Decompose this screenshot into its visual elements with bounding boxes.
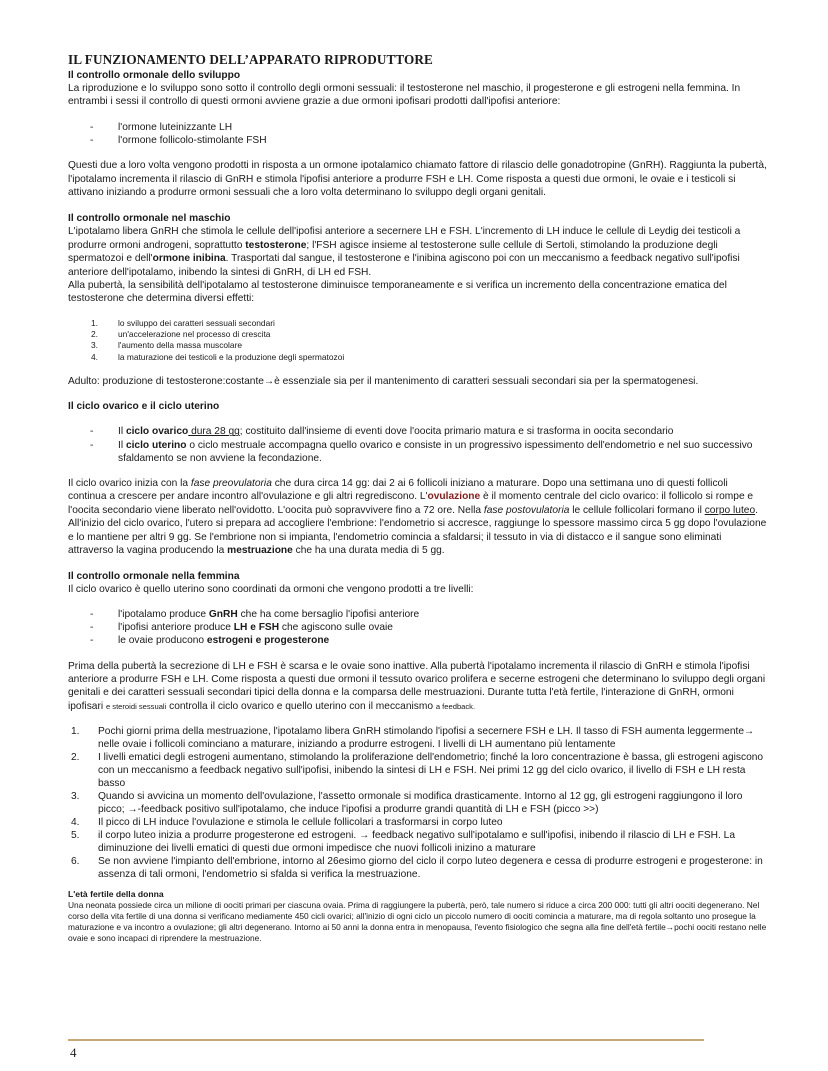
paragraph: La riproduzione e lo sviluppo sono sotto il controllo degli ormoni sessuali: il testosterone nel maschio, il progesterone e gli estrogeni nella femmina. In entrambi i sessi il controllo di questi ormoni avviene grazie a due ormoni ipofisari prodotti dall'ipofisi anteriore: [68, 83, 741, 108]
note-text: Una neonata possiede circa un milione di oociti primari per ciascuna ovaia. Prima di raggiungere la pubertà, però, tale numero si riduce a circa 200 000: tutti gli altri oociti degenerano. Nel corso della vita fertile di una donna si verificano mediamente 450 cicli ovarici; all'inizio di ogni ciclo un piccolo numero di oociti comincia a maturare, ma di regola soltanto uno prosegue la maturazione e va incontro a ovulazione; gli altri degenerano. Intorno ai 50 anni la donna entra in menopausa, l'evento fisiologico che segna alla fine dell'età fertile→pochi oociti restano nelle ovaie e sono incapaci di riprendere la mestruazione. [68, 900, 767, 943]
paragraph: Il ciclo ovarico inizia con la fase preovulatoria che dura circa 14 gg: dai 2 ai 6 follicoli iniziano a maturare. Dopo una settimana uno di questi follicoli continua a crescere per andare incontro all'ovulazione e gli altri regrediscono. L'ovulazione è il momento centrale del ciclo ovarico: il follicolo si rompe e l'oocita secondario viene liberato nell'ovidotto. L'oocita può sopravvivere fino a 72 ore. Nella fase postovulatoria le cellule follicolari formano il corpo luteo. All'inizio del ciclo ovarico, l'utero si prepara ad accogliere l'embrione: l'endometrio si accresce, raggiunge lo spessore massimo circa 5 gg dopo l'ovulazione e lo mantiene per altri 9 gg. Se l'embrione non si impianta, l'endometrio comincia a sfaldarsi; il tessuto in via di distacco e il sangue sono eliminati attraverso la vagina producendo la mestruazione che ha una durata media di 5 gg. [68, 478, 767, 557]
list-item: - l'ipofisi anteriore produce LH e FSH che agiscono sulle ovaie [90, 622, 393, 634]
footer-rule [68, 1039, 704, 1041]
paragraph: Adulto: produzione di testosterone:costante→è essenziale sia per il mantenimento di caratteri sessuali secondari sia per la spermatogenesi. [68, 376, 699, 388]
cycles-list [68, 425, 768, 465]
list-item: - l'ormone luteinizzante LH [90, 121, 233, 133]
effects-list [68, 318, 768, 363]
paragraph: L'ipotalamo libera GnRH che stimola le cellule dell'ipofisi anteriore a secernere LH e FSH. L'incremento di LH induce le cellule di Leydig dei testicoli a produrre ormoni androgeni, soprattutto testosterone; l'FSH agisce insieme al testosterone sulle cellule di Sertoli, stimolando la produzione degli spermatozoi e dell'ormone inibina. Trasportati dal sangue, il testosterone e l'inibina agiscono poi con un meccanismo a feedback negativo sull'ipofisi anteriore dell'ipotalamo, inibendo la sintesi di GnRH, di LH ed FSH. [68, 226, 741, 278]
list-item: 2. un'accelerazione nel processo di crescita [91, 329, 271, 340]
list-item: 4. la maturazione dei testicoli e la produzione degli spermatozoi [91, 351, 345, 362]
paragraph: Questi due a loro volta vengono prodotti in risposta a un ormone ipotalamico chiamato fattore di rilascio delle gonadotropine (GnRH). Raggiunta la pubertà, l'ipotalamo incrementa il rilascio di GnRH e stimola l'ipofisi anteriore a produrre FSH e LH. Come risposta a questi due ormoni, le ovaie e i testicoli si attivano iniziando a produrre ormoni sessuali che a loro volta determinano lo sviluppo degli organi genitali. [68, 160, 767, 199]
paragraph: Il ciclo ovarico è quello uterino sono coordinati da ormoni che vengono prodotti a tre livelli: [68, 583, 474, 595]
list-item: 2. I livelli ematici degli estrogeni aumentano, stimolando la proliferazione dell'endometrio; finché la loro concentrazione è bassa, gli estrogeni agiscono con un meccanismo a feedback negativo sull'ipofisi, inibendo la sintesi di LH e FSH. Nei primi 12 gg del ciclo ovarico, il livello di FSH e LH resta basso [71, 752, 764, 790]
list-item: - Il ciclo uterino o ciclo mestruale accompagna quello ovarico e consiste in un progressivo ispessimento dell'endometrio e nel suo successivo sfaldamento se non avviene la fecondazione. [90, 439, 753, 464]
feedback-steps-list [68, 725, 768, 881]
list-item: 4. Il picco di LH induce l'ovulazione e stimola le cellule follicolari a trasformarsi in corpo luteo [71, 817, 503, 829]
list-item: - l'ormone follicolo-stimolante FSH [90, 135, 267, 147]
levels-list [68, 608, 768, 648]
list-item: - Il ciclo ovarico dura 28 gg; costituito dall'insieme di eventi dove l'oocita primario matura e si trasforma in oocita secondario [90, 426, 674, 438]
list-item: 1. lo sviluppo dei caratteri sessuali secondari [91, 317, 275, 328]
section-heading-female: Il controllo ormonale nella femmina [68, 570, 240, 582]
hormone-list [68, 121, 768, 147]
page-number: 4 [70, 1045, 77, 1060]
section-heading-cycles: Il ciclo ovarico e il ciclo uterino [68, 401, 220, 413]
list-item: - le ovaie producono estrogeni e progesterone [90, 635, 330, 647]
list-item: 5. il corpo luteo inizia a produrre progesterone ed estrogeni. → feedback negativo sull'ipotalamo e sull'ipofisi, inibendo il rilascio di LH e FSH. La diminuzione dei livelli ematici di questi due ormoni impedisce che nuovi follicoli inizino a maturare [71, 830, 735, 855]
note-heading: L'età fertile della donna [68, 889, 164, 900]
list-item: 3. Quando si avvicina un momento dell'ovulazione, l'assetto ormonale si modifica drasticamente. Intorno al 12 gg, gli estrogeni raggiungono il loro picco; →-feedback positivo sull'ipotalamo, che induce l'ipofisi a produrre grandi quantità di LH e FSH (picco >>) [71, 791, 743, 816]
list-item: - l'ipotalamo produce GnRH che ha come bersaglio l'ipofisi anteriore [90, 608, 420, 620]
list-item: 3. l'aumento della massa muscolare [91, 340, 243, 351]
list-item: 6. Se non avviene l'impianto dell'embrione, intorno al 26esimo giorno del ciclo il corpo luteo degenera e cessa di produrre estrogeni e progesterone: in assenza di tali ormoni, l'endometrio si sfalda si verifica la mestruazione. [71, 856, 763, 881]
section-heading-male: Il controllo ormonale nel maschio [68, 213, 231, 225]
page-title: IL FUNZIONAMENTO DELL’APPARATO RIPRODUTTORE [68, 52, 433, 67]
paragraph: Alla pubertà, la sensibilità dell'ipotalamo al testosterone diminuisce temporaneamente e si verifica un incremento della concentrazione ematica del testosterone che determina diversi effetti: [68, 280, 727, 305]
document-page [68, 52, 768, 943]
paragraph: Prima della pubertà la secrezione di LH e FSH è scarsa e le ovaie sono inattive. Alla pubertà l'ipotalamo incrementa il rilascio di GnRH e stimola l'ipofisi anteriore a produrre FSH e LH. Come risposta a questi due ormoni il tessuto ovarico prolifera e secerne estrogeni che determinano lo sviluppo degli organi genitali e dei caratteri sessuali secondari tipici della donna e la comparsa delle mestruazioni. Durante tutta l'età fertile, l'interazione di GnRH, ormoni ipofisari e steroidi sessuali controlla il ciclo ovarico e quello uterino con il meccanismo a feedback. [68, 660, 766, 712]
list-item: 1. Pochi giorni prima della mestruazione, l'ipotalamo libera GnRH stimolando l'ipofisi a secernere FSH e LH. Il tasso di FSH aumenta leggermente→ nelle ovaie i follicoli cominciano a maturare, iniziando a produrre estrogeni. I livelli di LH aumentano più lentamente [71, 726, 755, 751]
section-heading-development: Il controllo ormonale dello sviluppo [68, 70, 241, 81]
